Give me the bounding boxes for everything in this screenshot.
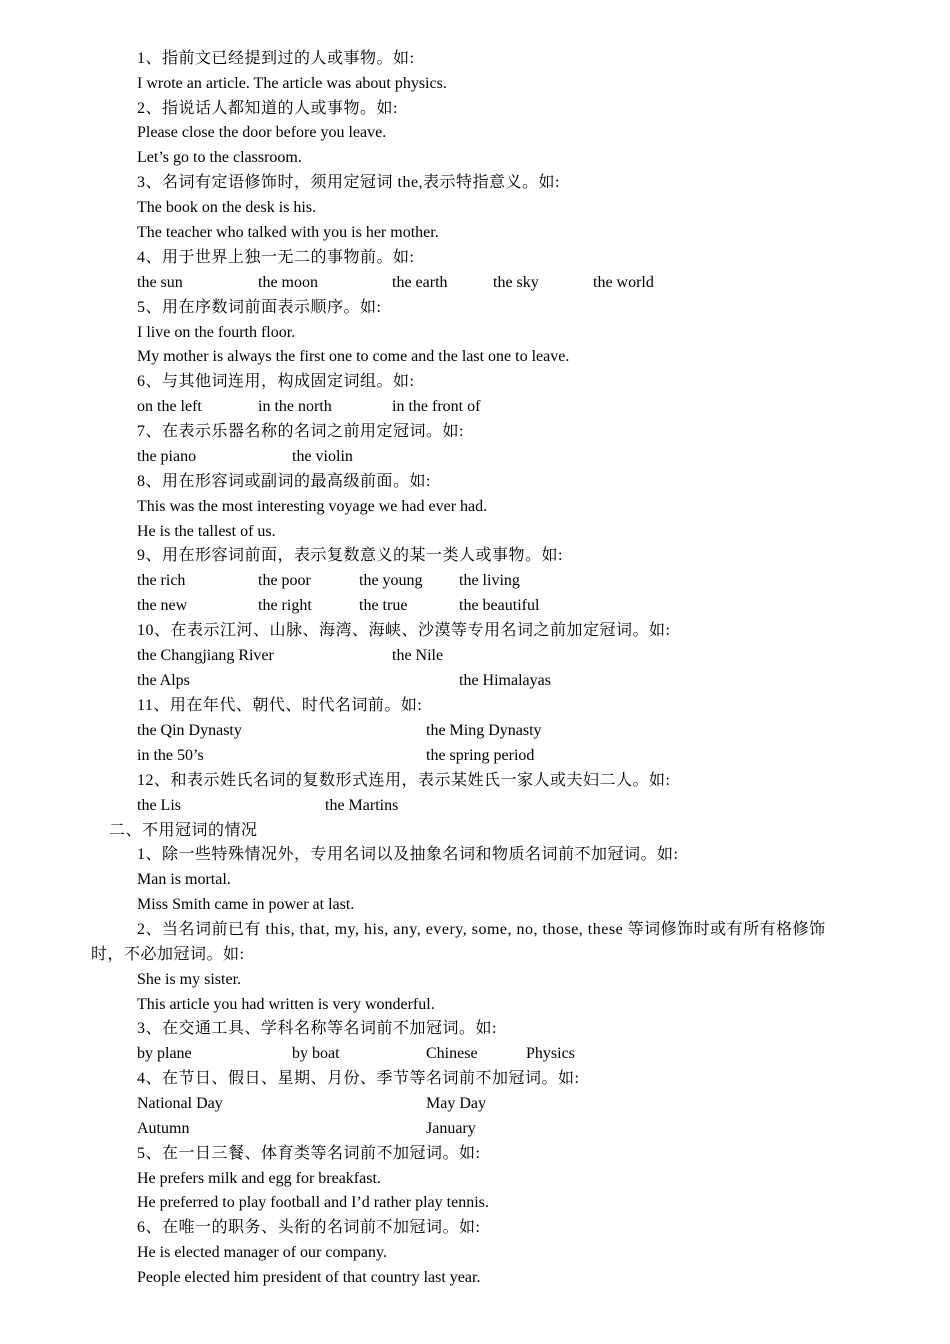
word-item: the right [258, 597, 312, 614]
word-item: the poor [258, 572, 311, 589]
word-item: the Martins [325, 797, 399, 814]
word-item: by plane [137, 1045, 192, 1062]
no-article-rule-4-word-row-2 [137, 1116, 837, 1141]
no-article-rule-1-heading: 1、除一些特殊情况外，专用名词以及抽象名词和物质名词前不加冠词。如: [137, 846, 679, 863]
rule-1-heading: 1、指前文已经提到过的人或事物。如: [137, 50, 415, 67]
word-item: in the front of [392, 398, 481, 415]
word-item: the beautiful [459, 597, 540, 614]
no-article-rule-6-heading: 6、在唯一的职务、头衔的名词前不加冠词。如: [137, 1219, 481, 1236]
word-item: the true [359, 597, 408, 614]
no-article-rule-2-heading: 2、当名词前已有 this, that, my, his, any, every, some, no, those, these 等词修饰时或有所有格修饰时，不必加冠词。如: [91, 921, 826, 963]
word-item: the violin [292, 448, 353, 465]
rule-6-heading: 6、与其他词连用，构成固定词组。如: [137, 373, 415, 390]
rule-3-example-2: The teacher who talked with you is her mother. [137, 224, 439, 241]
section-2-title: 二、不用冠词的情况 [109, 822, 258, 839]
rule-10-heading: 10、在表示江河、山脉、海湾、海峡、沙漠等专用名词之前加定冠词。如: [137, 622, 671, 639]
rule-9-word-row-2 [137, 593, 837, 618]
word-item: the Nile [392, 647, 444, 664]
no-article-rule-6-example-2: People elected him president of that country last year. [137, 1269, 481, 1286]
rule-2-heading: 2、指说话人都知道的人或事物。如: [137, 100, 398, 117]
word-item: in the 50’s [137, 747, 204, 764]
word-item: the world [593, 274, 654, 291]
rule-1-example: I wrote an article. The article was about physics. [137, 75, 447, 92]
no-article-rule-3-word-row [137, 1041, 837, 1066]
rule-11-heading: 11、用在年代、朝代、时代名词前。如: [137, 697, 423, 714]
word-item: the piano [137, 448, 197, 465]
rule-12-word-row [137, 793, 837, 818]
rule-3-heading: 3、名词有定语修饰时，须用定冠词 the,表示特指意义。如: [137, 174, 560, 191]
word-item: on the left [137, 398, 202, 415]
word-item: May Day [426, 1095, 486, 1112]
rule-7-heading: 7、在表示乐器名称的名词之前用定冠词。如: [137, 423, 464, 440]
word-item: January [426, 1120, 476, 1137]
rule-9-heading: 9、用在形容词前面，表示复数意义的某一类人或事物。如: [137, 547, 563, 564]
word-item: the Himalayas [459, 672, 551, 689]
rule-6-word-row [137, 394, 837, 419]
rule-5-heading: 5、用在序数词前面表示顺序。如: [137, 299, 382, 316]
rule-5-example-1: I live on the fourth floor. [137, 324, 296, 341]
word-item: the Ming Dynasty [426, 722, 542, 739]
no-article-rule-3-heading: 3、在交通工具、学科名称等名词前不加冠词。如: [137, 1020, 497, 1037]
word-item: the spring period [426, 747, 535, 764]
word-item: the moon [258, 274, 318, 291]
word-item: by boat [292, 1045, 340, 1062]
word-item: the Alps [137, 672, 190, 689]
word-item: the young [359, 572, 423, 589]
no-article-rule-1-example-2: Miss Smith came in power at last. [137, 896, 355, 913]
no-article-rule-5-example-2: He preferred to play football and I’d rather play tennis. [137, 1194, 489, 1211]
rule-8-heading: 8、用在形容词或副词的最高级前面。如: [137, 473, 431, 490]
word-item: the Qin Dynasty [137, 722, 242, 739]
rule-2-example-1: Please close the door before you leave. [137, 124, 387, 141]
word-item: the living [459, 572, 520, 589]
word-item: the new [137, 597, 188, 614]
rule-4-word-row [137, 270, 837, 295]
rule-12-heading: 12、和表示姓氏名词的复数形式连用，表示某姓氏一家人或夫妇二人。如: [137, 772, 671, 789]
word-item: Chinese [426, 1045, 478, 1062]
word-item: the rich [137, 572, 186, 589]
word-item: in the north [258, 398, 332, 415]
rule-7-word-row [137, 444, 837, 469]
rule-8-example-1: This was the most interesting voyage we had ever had. [137, 498, 488, 515]
no-article-rule-5-example-1: He prefers milk and egg for breakfast. [137, 1170, 381, 1187]
word-item: the sky [493, 274, 539, 291]
rule-11-word-row-1 [137, 718, 837, 743]
rule-3-example-1: The book on the desk is his. [137, 199, 317, 216]
word-item: the Changjiang River [137, 647, 274, 664]
word-item: Physics [526, 1045, 575, 1062]
rule-10-word-row-2 [137, 668, 837, 693]
word-item: the sun [137, 274, 183, 291]
no-article-rule-2-example-1: She is my sister. [137, 971, 242, 988]
rule-11-word-row-2 [137, 743, 837, 768]
rule-10-word-row-1 [137, 643, 837, 668]
no-article-rule-4-heading: 4、在节日、假日、星期、月份、季节等名词前不加冠词。如: [137, 1070, 580, 1087]
word-item: the Lis [137, 797, 181, 814]
no-article-rule-6-example-1: He is elected manager of our company. [137, 1244, 387, 1261]
rule-8-example-2: He is the tallest of us. [137, 523, 276, 540]
no-article-rule-4-word-row-1 [137, 1091, 837, 1116]
rule-2-example-2: Let’s go to the classroom. [137, 149, 302, 166]
rule-4-heading: 4、用于世界上独一无二的事物前。如: [137, 249, 415, 266]
no-article-rule-2-example-2: This article you had written is very wonderful. [137, 996, 435, 1013]
no-article-rule-5-heading: 5、在一日三餐、体育类等名词前不加冠词。如: [137, 1145, 481, 1162]
word-item: National Day [137, 1095, 223, 1112]
word-item: the earth [392, 274, 448, 291]
rule-9-word-row-1 [137, 568, 837, 593]
word-item: Autumn [137, 1120, 190, 1137]
rule-5-example-2: My mother is always the first one to come and the last one to leave. [137, 348, 570, 365]
no-article-rule-1-example-1: Man is mortal. [137, 871, 231, 888]
